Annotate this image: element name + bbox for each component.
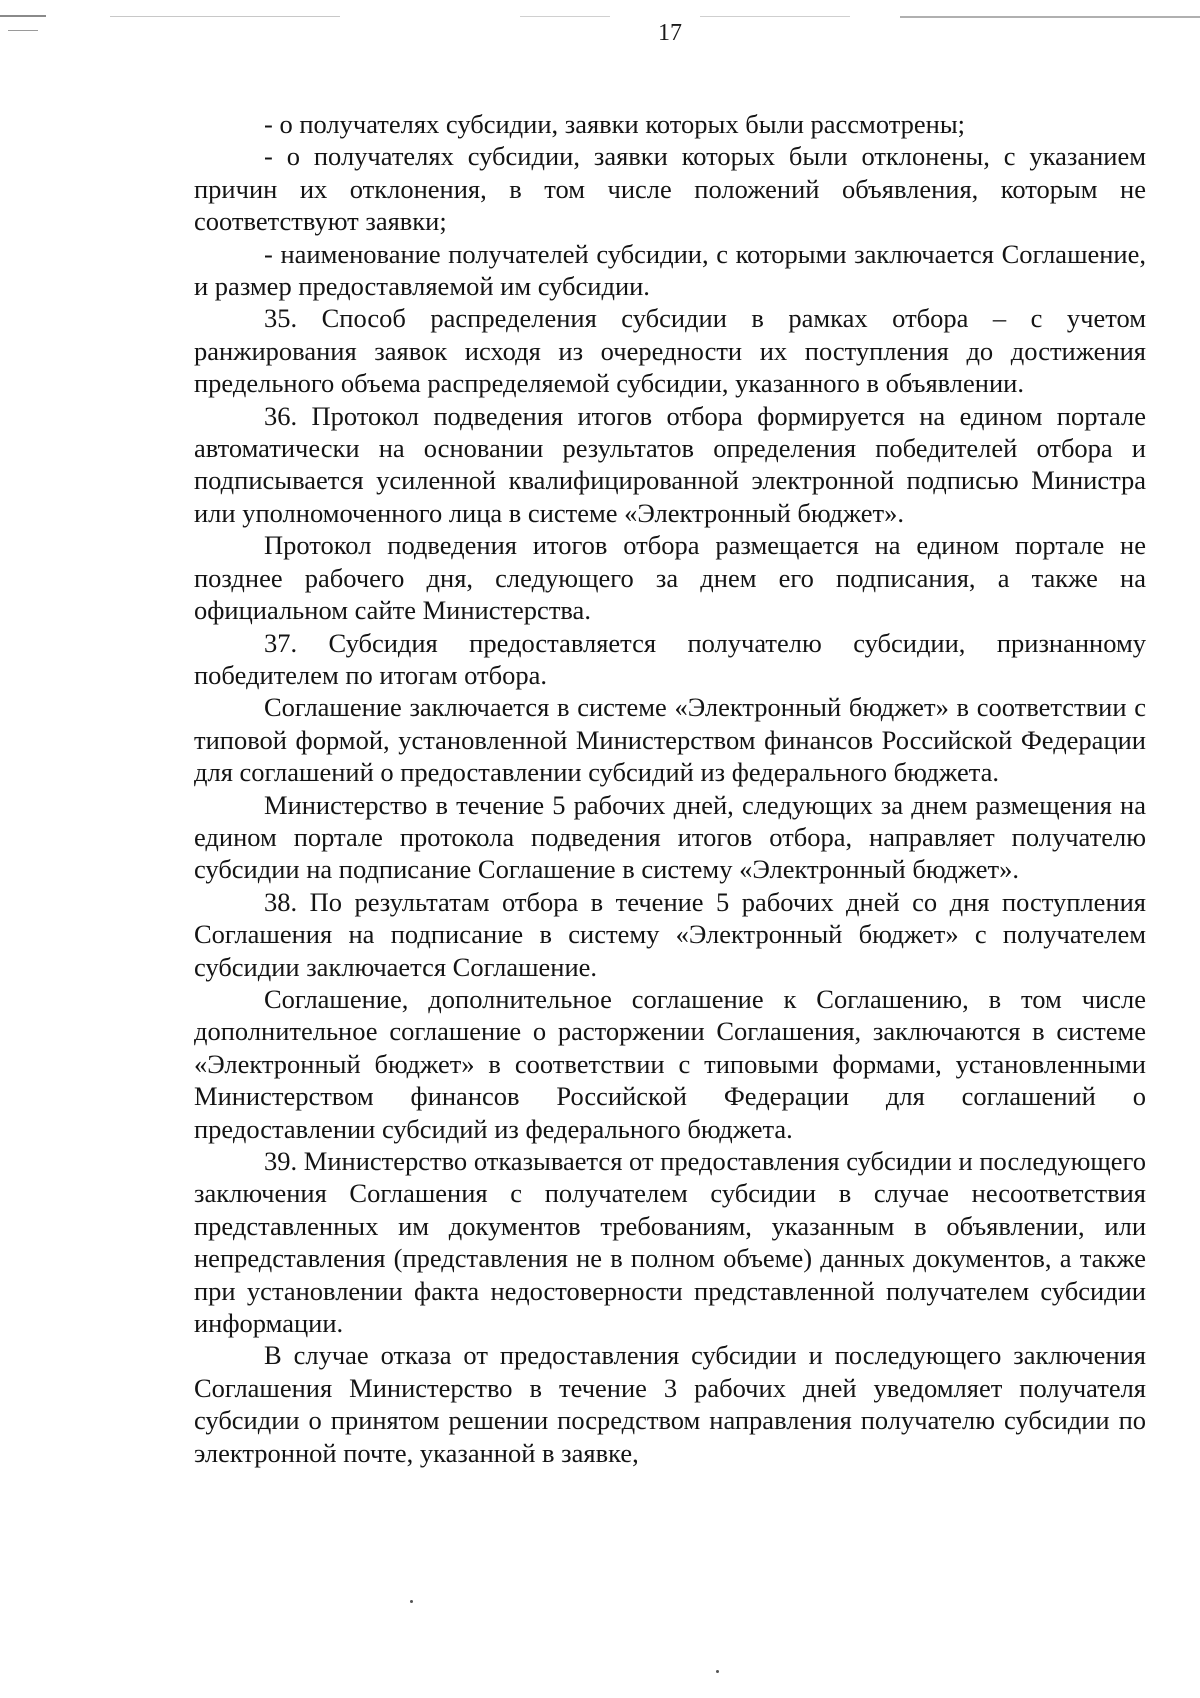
scan-artifact (110, 16, 340, 17)
paragraph: 39. Министерство отказывается от предоставления субсидии и последующего заключения Соглашения с получателем субсидии в случае несоответствия представленных им документов требованиям, указанным в объявлении, или непредставления (представления не в полном объеме) данных документов, а также при установлении факта недостоверности представленной получателем субсидии информации. (194, 1146, 1146, 1339)
page-number: 17 (658, 20, 682, 46)
paragraph: 38. По результатам отбора в течение 5 рабочих дней со дня поступления Соглашения на подписание в систему «Электронный бюджет» с получателем субсидии заключается Соглашение. (194, 886, 1146, 982)
scan-artifact (520, 16, 610, 17)
paragraph: 35. Способ распределения субсидии в рамках отбора – с учетом ранжирования заявок исходя из очередности их поступления до достижения предельного объема распределяемой субсидии, указанного в объявлении. (194, 303, 1146, 399)
paragraph: Министерство в течение 5 рабочих дней, следующих за днем размещения на едином портале протокола подведения итогов отбора, направляет получателю субсидии на подписание Соглашение в систему «Электронный бюджет». (194, 789, 1146, 885)
paragraph: В случае отказа от предоставления субсидии и последующего заключения Соглашения Министерство в течение 3 рабочих дней уведомляет получателя субсидии о принятом решении посредством направления получателю субсидии по электронной почте, указанной в заявке, (194, 1340, 1146, 1468)
paragraph: 37. Субсидия предоставляется получателю субсидии, признанному победителем по итогам отбора. (194, 627, 1146, 690)
scan-artifact (0, 15, 46, 17)
document-body (194, 108, 1146, 1469)
scan-speck (410, 1600, 413, 1603)
paragraph: - наименование получателей субсидии, с которыми заключается Соглашение, и размер предоставляемой им субсидии. (194, 238, 1146, 302)
scan-artifact (700, 16, 850, 17)
paragraph: Соглашение, дополнительное соглашение к Соглашению, в том числе дополнительное соглашение о расторжении Соглашения, заключаются в системе «Электронный бюджет» в соответствии с типовыми формами, установленными Министерством финансов Российской Федерации для соглашений о предоставлении субсидий из федерального бюджета. (194, 983, 1146, 1144)
scan-artifact (900, 16, 1200, 18)
paragraph: Соглашение заключается в системе «Электронный бюджет» в соответствии с типовой формой, установленной Министерством финансов Российской Федерации для соглашений о предоставлении субсидий из федерального бюджета. (194, 692, 1146, 788)
paragraph: 36. Протокол подведения итогов отбора формируется на едином портале автоматически на основании результатов определения победителей отбора и подписывается усиленной квалифицированной электронной подписью Министра или уполномоченного лица в системе «Электронный бюджет». (194, 400, 1146, 528)
paragraph: Протокол подведения итогов отбора размещается на едином портале не позднее рабочего дня, следующего за днем его подписания, а также на официальном сайте Министерства. (194, 530, 1146, 626)
scan-speck (716, 1670, 719, 1673)
paragraph: - о получателях субсидии, заявки которых были отклонены, с указанием причин их отклонения, в том числе положений объявления, которым не соответствуют заявки; (194, 141, 1146, 237)
paragraph: - о получателях субсидии, заявки которых были рассмотрены; (264, 109, 965, 139)
